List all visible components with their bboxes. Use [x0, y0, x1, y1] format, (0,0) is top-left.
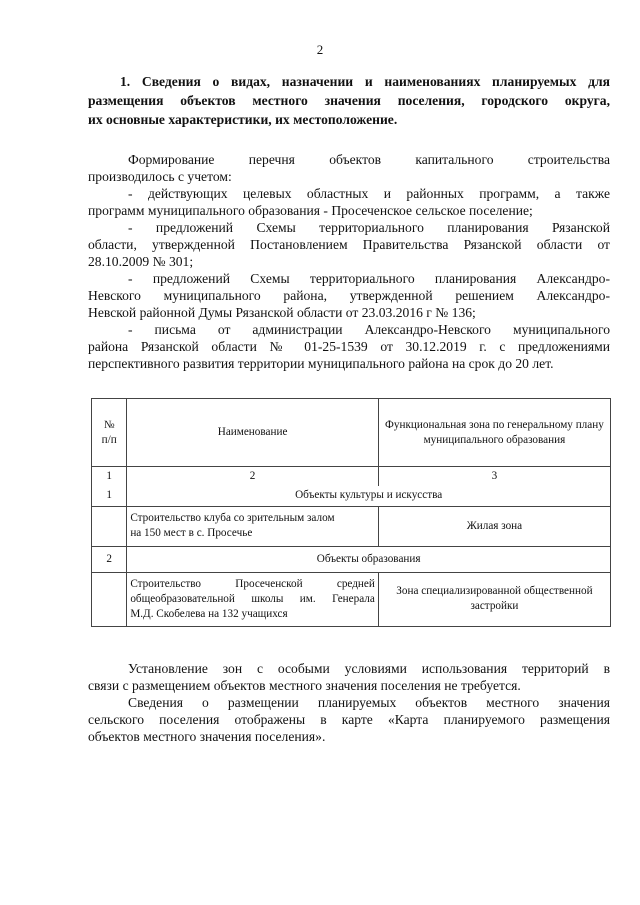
- item-name: [127, 572, 379, 626]
- index-cell: 3: [378, 467, 610, 487]
- intro-line: - письма от администрации Александро-Невского муниципального: [128, 322, 610, 337]
- intro-line: 28.10.2009 № 301;: [88, 254, 194, 269]
- intro-paragraph: [88, 151, 610, 372]
- table-row: [92, 572, 611, 626]
- closing-line: сельского поселения отображены в карте «Карта планируемого размещения: [88, 712, 610, 727]
- index-cell: 2: [127, 467, 379, 487]
- index-cell: 1: [92, 467, 127, 487]
- item-zone: Жилая зона: [378, 506, 610, 546]
- table-row: [92, 467, 611, 487]
- closing-line: связи с размещением объектов местного значения поселения не требуется.: [88, 678, 521, 693]
- page-number: 2: [316, 42, 324, 57]
- closing-paragraph: [88, 660, 610, 745]
- table-header-row: [92, 399, 611, 467]
- header-num: [92, 399, 127, 467]
- intro-line: - предложений Схемы территориального планирования Рязанской: [128, 220, 610, 235]
- intro-line: - действующих целевых областных и районных программ, а также: [128, 186, 610, 201]
- closing-line: Сведения о размещении планируемых объектов местного значения: [128, 695, 610, 710]
- item-name-line: на 150 мест в с. Просечье: [130, 527, 253, 539]
- heading-line-2: размещения объектов местного значения поселения, городского округа,: [88, 93, 610, 108]
- section-heading: [88, 72, 610, 129]
- closing-line: объектов местного значения поселения».: [88, 729, 326, 744]
- item-name-line: общеобразовательной школы им. Генерала: [130, 592, 375, 605]
- section-num: 2: [92, 546, 127, 572]
- table-row: [92, 506, 611, 546]
- objects-table: [91, 398, 611, 627]
- section-title: Объекты культуры и искусства: [127, 486, 611, 506]
- item-name: [127, 506, 379, 546]
- section-title: Объекты образования: [127, 546, 611, 572]
- intro-line: Невской районной Думы Рязанской области от 23.03.2016 г № 136;: [88, 305, 476, 320]
- header-zone: Функциональная зона по генеральному плану муниципального образования: [378, 399, 610, 467]
- empty-cell: [92, 506, 127, 546]
- item-name-line: Строительство клуба со зрительным залом: [130, 512, 335, 524]
- heading-line-1: 1. Сведения о видах, назначении и наименованиях планируемых для: [120, 74, 610, 89]
- item-name-line: Строительство Просеченской средней: [130, 577, 375, 590]
- header-num-line: п/п: [101, 433, 117, 446]
- closing-line: Установление зон с особыми условиями использования территорий в: [128, 661, 610, 676]
- item-zone: Зона специализированной общественной застройки: [378, 572, 610, 626]
- heading-line-3: их основные характеристики, их местоположение.: [88, 112, 398, 127]
- item-name-line: М.Д. Скобелева на 132 учащихся: [130, 607, 288, 620]
- table-row: [92, 546, 611, 572]
- intro-line: - предложений Схемы территориального планирования Александро-: [128, 271, 610, 286]
- intro-line: района Рязанской области № 01-25-1539 от 30.12.2019 г. с предложениями: [88, 339, 610, 354]
- header-num-line: №: [103, 418, 115, 431]
- intro-line: перспективного развития территории муниципального района на срок до 20 лет.: [88, 356, 554, 371]
- intro-line: программ муниципального образования - Просеченское сельское поселение;: [88, 203, 533, 218]
- intro-line: Невского муниципального района, утвержденной решением Александро-: [88, 288, 610, 303]
- section-num: 1: [92, 486, 127, 506]
- empty-cell: [92, 572, 127, 626]
- table-row: [92, 486, 611, 506]
- intro-line: производилось с учетом:: [88, 169, 232, 184]
- intro-line: Формирование перечня объектов капитального строительства: [128, 152, 610, 167]
- intro-line: области, утвержденной Постановлением Правительства Рязанской области от: [88, 237, 610, 252]
- header-name: Наименование: [127, 399, 379, 467]
